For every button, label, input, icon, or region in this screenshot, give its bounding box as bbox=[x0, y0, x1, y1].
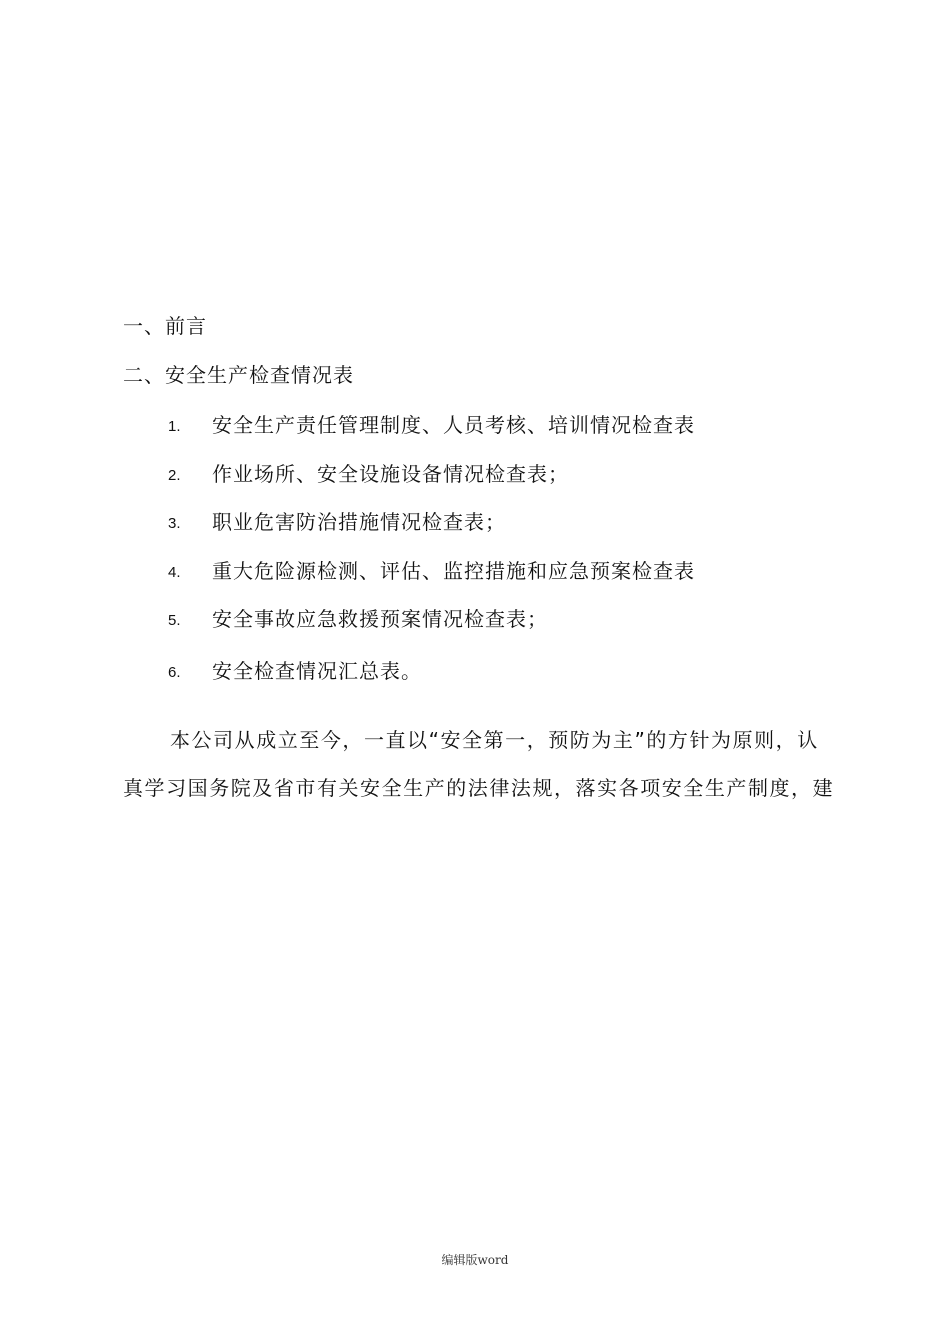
paragraph-line: 本公司从成立至今，一直以“安全第一，预防为主”的方针为原则，认 bbox=[170, 728, 819, 752]
toc-item-text: 作业场所、安全设施设备情况检查表； bbox=[212, 462, 569, 486]
toc-item-number: 3. bbox=[168, 515, 181, 532]
toc-item-number: 5. bbox=[168, 612, 181, 629]
section-heading-preface: 一、前言 bbox=[123, 314, 207, 338]
toc-item-text: 安全事故应急救援预案情况检查表； bbox=[212, 607, 548, 631]
paragraph-line: 真学习国务院及省市有关安全生产的法律法规，落实各项安全生产制度，建 bbox=[123, 776, 835, 800]
page-footer: 编辑版word bbox=[441, 1253, 509, 1267]
toc-item-text: 安全生产责任管理制度、人员考核、培训情况检查表 bbox=[212, 413, 695, 437]
toc-item-number: 1. bbox=[168, 418, 181, 435]
toc-item-number: 6. bbox=[168, 664, 181, 681]
toc-item-text: 职业危害防治措施情况检查表； bbox=[212, 510, 506, 534]
toc-item-text: 安全检查情况汇总表。 bbox=[212, 659, 422, 683]
toc-item-number: 4. bbox=[168, 564, 181, 581]
section-heading-safety-inspection: 二、安全生产检查情况表 bbox=[123, 363, 354, 387]
toc-item-text: 重大危险源检测、评估、监控措施和应急预案检查表 bbox=[212, 559, 695, 583]
toc-item-number: 2. bbox=[168, 467, 181, 484]
